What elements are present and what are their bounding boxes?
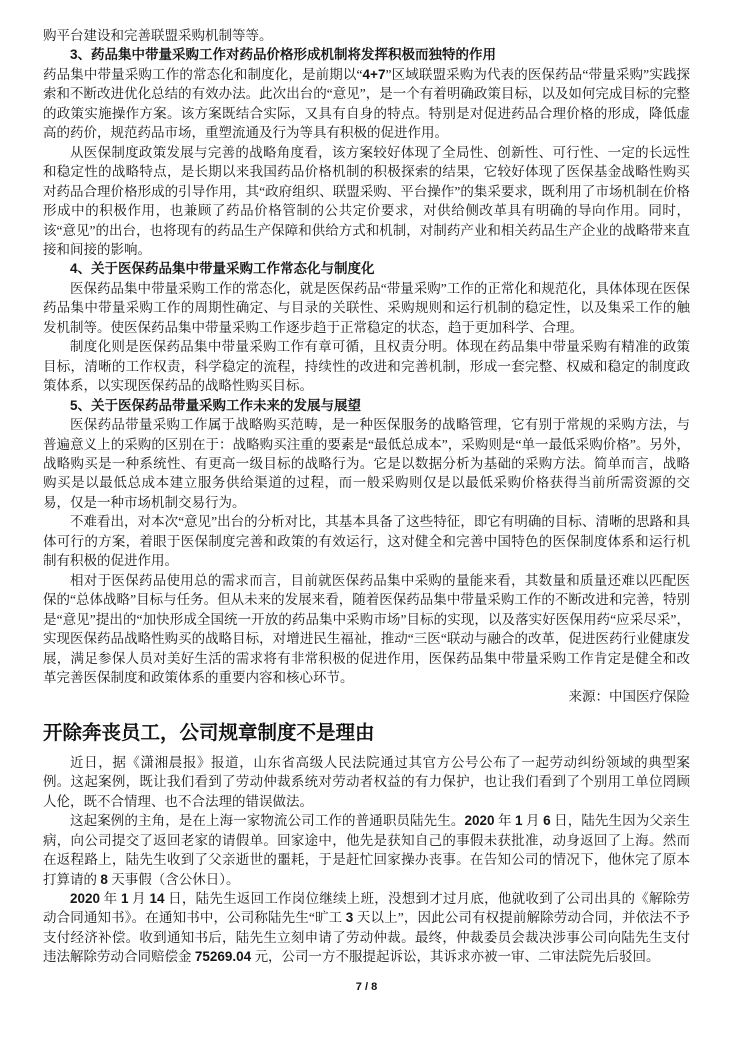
paragraph-normalization: 医保药品集中带量采购工作的常态化，就是医保药品“带量采购”工作的正常化和规范化，具体体现在医保药品集中带量采购工作的周期性确定、与目录的关联性、采购规则和运行机制的稳定性，以及集采工作的触发机制等。使医保药品集中带量采购工作逐步趋于正常稳定的状态，趋于更加科学、合理。 (43, 280, 690, 335)
text-run: 月 (128, 891, 150, 907)
text-run: 日，陆先生返回工作岗位继续上班，没想到才过月底，他就收到了公司出具的《解除劳动合同通知书》。在通知书中，公司称陆先生“旷工 (43, 891, 691, 926)
text-run: 元，公司一方不服提起诉讼，其诉求亦被一审、二审法院先后驳回。 (251, 949, 660, 965)
text-run: 4+7 (362, 66, 386, 82)
text-run: 6 (543, 813, 551, 829)
paragraph-case-verdict (43, 889, 690, 967)
paragraph-institutionalization: 制度化则是医保药品集中带量采购工作有章可循，且权责分明。体现在药品集中带量采购有精准的政策目标，清晰的工作权责，科学稳定的流程，持续性的改进和完善机制，形成一套完整、权威和稳定的制度政策体系，以实现医保药品的战略性购买目标。 (43, 339, 690, 394)
text-run: 8 (100, 871, 108, 887)
text-run: 天事假（含公休日）。 (107, 871, 240, 887)
source-line: 来源：中国医疗保险 (568, 689, 690, 705)
paragraph-case-intro: 近日，据《潇湘晨报》报道，山东省高级人民法院通过其官方公号公布了一起劳动纠纷领域的典型案例。这起案例，既让我们看到了劳动仲裁系统对劳动者权益的有力保护，也让我们看到了个别用工单位罔顾人伦，既不合情理、也不合法理的错误做法。 (43, 754, 690, 809)
text-run: 年 (494, 813, 516, 829)
text-run: 75269.04 (194, 949, 252, 965)
article-title: 开除奔丧员工，公司规章制度不是理由 (43, 721, 375, 744)
paragraph-analysis: 不难看出，对本次“意见”出台的分析对比，其基本具备了这些特征，即它有明确的目标、清晰的思路和具体可行的方案，着眼于医保制度完善和政策的有效运行，这对健全和完善中国特色的医保制度体系和运行机制有积极的促进作用。 (43, 514, 690, 569)
paragraph-strategic-purchase: 医保药品带量采购工作属于战略购买范畴，是一种医保服务的战略管理，它有别于常规的采购方法，与普遍意义上的采购的区别在于：战略购买注重的要素是“最低总成本”，采购则是“单一最低采购价格”。另外，战略购买是一种系统性、有更高一级目标的战略行为。它是以数据分析为基础的采购方法。简单而言，战略购买是以最低总成本建立服务供给渠道的过程，而一般采购则仅是以最低采购价格获得当前所需资源的交易，仅是一种市场机制交易行为。 (43, 417, 690, 510)
text-run: 这起案例的主角，是在上海一家物流公司工作的普通职员陆先生。 (70, 813, 465, 829)
section-heading-5: 5、关于医保药品带量采购工作未来的发展与展望 (70, 397, 362, 413)
paragraph-case-timeline (43, 811, 690, 889)
text-run: 日，陆先生因为父亲生病，向公司提交了返回老家的请假单。回家途中，他先是获知自己的事假未获批准，动身返回了上海。然而在返程路上，陆先生收到了父亲逝世的噩耗，于是赶忙回家操办丧事。在告知公司的情况下，他休完了原本打算请的 (43, 813, 691, 887)
section-heading-3: 3、药品集中带量采购工作对药品价格形成机制将发挥积极而独特的作用 (70, 47, 497, 63)
text-run: 2020 (70, 891, 101, 907)
text-run: 1 (515, 813, 523, 829)
text-run: ”区域联盟采购为代表的医保药品“带量采购”实践探索和不断改进优化总结的有效办法。此次出台的“意见”，是一个有着明确政策目标，以及如何完成目标的完整的政策实施操作方案。该方案既结合实际，又具有自身的特点。特别是对促进药品合理价格的形成，降低虚高的药价，规范药品市场，重塑流通及行为等具有积极的促进作用。 (43, 66, 690, 141)
continued-paragraph: 购平台建设和完善联盟采购机制等等。 (43, 28, 273, 43)
text-run: 14 (149, 891, 165, 907)
text-run: 月 (522, 813, 544, 829)
paragraph-price-mechanism (43, 65, 690, 143)
text-run: 天以上”，因此公司有权提前解除劳动合同，并依法不予支付经济补偿。收到通知书后，陆先生立刻申请了劳动仲裁。最终，仲裁委员会裁决涉事公司向陆先生支付违法解除劳动合同赔偿金 (43, 910, 690, 965)
paragraph-future-outlook: 相对于医保药品使用总的需求而言，目前就医保药品集中采购的量能来看，其数量和质量还难以匹配医保的“总体战略”目标与任务。但从未来的发展来看，随着医保药品集中带量采购工作的不断改进和完善，特别是“意见”提出的“加快形成全国统一开放的药品集中采购市场”目标的实现，以及落实好医保用药“应采尽采”，实现医保药品战略性购买的战略目标，对增进民生福祉，推动“三医“联动与融合的改革，促进医药行业健康发展，满足参保人员对美好生活的需求将有非常积极的促进作用，医保药品集中带量采购工作肯定是健全和改革完善医保制度和政策体系的重要内容和核心环节。 (43, 572, 690, 685)
text-run: 年 (100, 891, 122, 907)
text-run: 3 (345, 910, 354, 926)
text-run: 药品集中带量采购工作的常态化和制度化，是前期以“ (43, 66, 363, 82)
page-number: 7 / 8 (355, 980, 378, 993)
text-run: 2020 (464, 813, 495, 829)
text-run: 1 (121, 891, 129, 907)
section-heading-4: 4、关于医保药品集中带量采购工作常态化与制度化 (70, 261, 375, 277)
paragraph-strategic-view: 从医保制度政策发展与完善的战略角度看，该方案较好体现了全局性、创新性、可行性、一定的长远性和稳定性的战略特点，是长期以来我国药品价格机制的积极探索的结果，它较好体现了医保基金战略性购买对药品合理价格形成的引导作用，其“政府组织、联盟采购、平台操作”的集采要求，既利用了市场机制在价格形成中的积极作用，也兼顾了药品价格管制的公共定价要求，对供给侧改革具有明确的导向作用。同时，该“意见”的出台，也将现有的药品生产保障和供给方式和机制，对制药产业和相关药品生产企业的战略带来直接和间接的影响。 (43, 144, 690, 257)
